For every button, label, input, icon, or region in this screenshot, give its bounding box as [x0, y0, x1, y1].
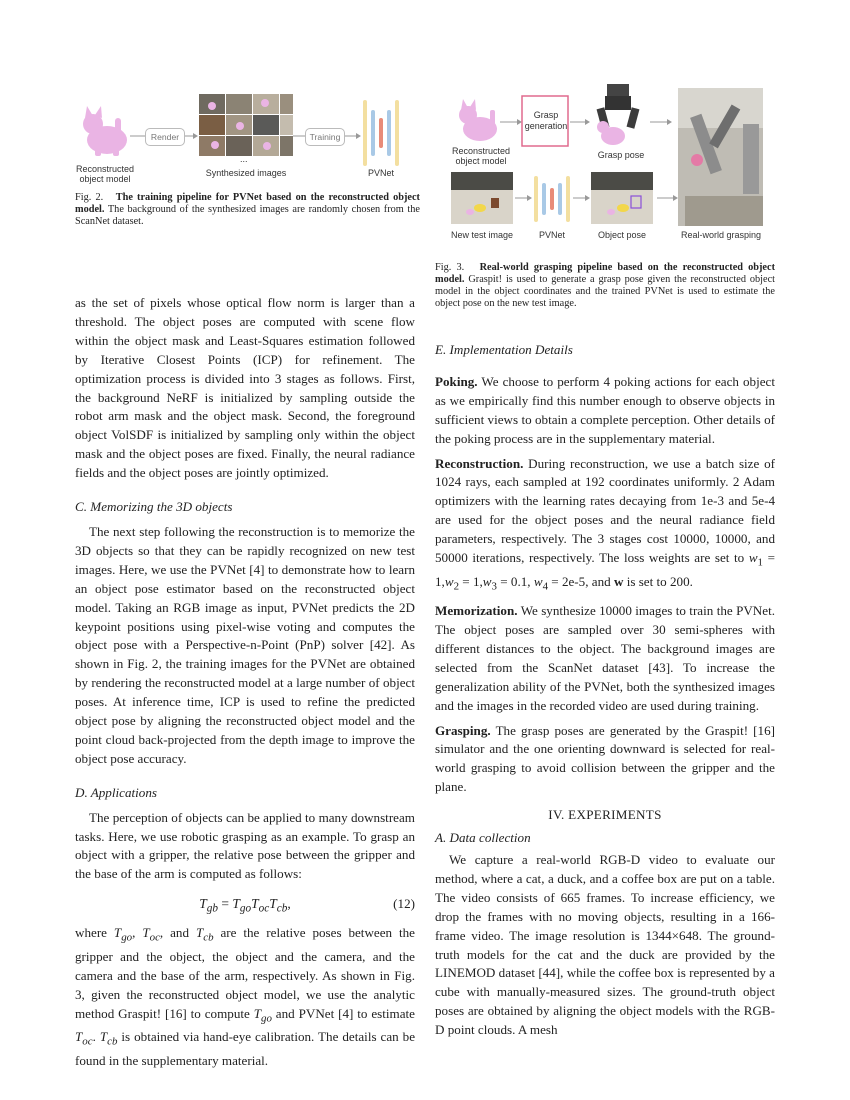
fig3-pvnet-label: PVNet — [538, 230, 565, 240]
fig3-caption-rest: Graspit! is used to generate a grasp pose given the reconstructed object model in the object coordinates and the trained PVNet is used to estimate the object pose on the new test image. — [435, 274, 775, 309]
fig3-caption-bold: Real-world grasping pipeline based on the reconstructed object model. — [435, 262, 776, 285]
right-column — [435, 341, 775, 1040]
fig3-real-world-grasping-label: Real-world grasping — [680, 230, 762, 240]
fig2-render-box: Render — [145, 128, 185, 146]
fig3-object-pose-label: Object pose — [597, 230, 647, 240]
equation-12 — [75, 892, 415, 918]
section-e-heading: E. Implementation Details — [435, 342, 573, 357]
fig3-caption-label: Fig. 3. — [435, 262, 465, 273]
figure-3 — [435, 84, 775, 244]
left-paragraph-2: The next step following the reconstruction is to memorize the 3D objects so that they can be rapidly recognized on new test images. Here, we use the PVNet [4] to demonstrate how to learn an object pose estimator based on the reconstructed object model. Taking an RGB image as input, PVNet predicts the 2D keypoint positions using pixel-wise voting and computes the object pose with a Perspective-n-Point (PnP) solver [42]. As shown in Fig. 2, the training images for the PVNet are obtained by rendering the reconstructed model at a large number of object poses. At inference time, ICP is used to refine the predicted object pose by aligning the reconstructed object model and the point cloud back-projected from the depth image to improve the object pose accuracy. — [75, 523, 415, 766]
p4-part-b: are the relative poses between the gripper and the object, the object and the camera, and the camera and the base of the arm, respectively. As shown in Fig. 3, given the reconstructed object model, we use the analytic method Graspit! [16] to compute — [75, 925, 415, 1021]
memorization-paragraph — [435, 602, 775, 715]
left-column — [75, 294, 415, 1070]
grasping-heading: Grasping. — [435, 722, 491, 738]
fig2-training-box: Training — [305, 128, 345, 146]
section-a-heading: A. Data collection — [435, 830, 531, 846]
reconstruction-text-end: is set to 200. — [626, 573, 693, 589]
poking-paragraph — [435, 373, 775, 449]
fig3-object-pose-image — [591, 172, 653, 224]
figure-2 — [75, 88, 420, 188]
fig3-pvnet-bars — [534, 176, 570, 222]
fig3-cat-model — [459, 99, 497, 141]
left-paragraph-4: where $T_{go}$, $T_{oc}$, and $T_{cb}$ are the relative poses between the gripper and the object, the object and the camera, and the camera and the base of the arm, respectively. As shown in Fig. 3, given the reconstructed object model, we use the analytic method Graspit! [16] to compute $T_{go}$ and PVNet [4] to estimate $T_{oc}$. $T_{cb}$ is obtained via hand-eye calibration. The details can be found in the supplementary material. — [75, 925, 416, 1068]
reconstruction-heading: Reconstruction. — [435, 455, 524, 471]
grasping-text: The grasp poses are generated by the Graspit! [16] simulator and the one orienting downward is selected for real-world grasping to avoid collision between the gripper and the plane. — [435, 722, 775, 795]
grasping-paragraph — [435, 722, 775, 798]
equation-body: $T_{gb} = T_{go}T_{oc}T_{cb}$, — [199, 896, 291, 915]
fig2-caption — [75, 192, 420, 228]
fig2-caption-bold: The training pipeline for PVNet based on the reconstructed object model. — [75, 192, 420, 215]
section-c-heading: C. Memorizing the 3D objects — [75, 499, 233, 515]
fig2-pvnet-bars — [363, 100, 399, 166]
left-paragraph-1: as the set of pixels whose optical flow norm is larger than a threshold. The object poses are computed with scene flow within the object mask and Least-Squares estimation followed by Iterative Closest Points (ICP) for refinement. The optimization process is divided into 3 stages as follows. First, the background NeRF is initialized by sampling outside the robot arm mask and the object mask. Second, the foreground object VolSDF is initialized by sampling only within the object mask and the object poses are fixed. Finally, the neural radiance fields and the object poses are jointly optimized. — [75, 295, 415, 481]
fig3-real-world-photo — [678, 88, 763, 226]
poking-heading: Poking. — [435, 373, 478, 389]
p4-part-c: and PVNet [4] to estimate — [275, 1005, 415, 1021]
fig2-synth-images — [199, 94, 293, 156]
fig3-new-test-image — [451, 172, 513, 224]
equation-number: (12) — [393, 896, 415, 912]
fig2-synthesized-label: Synthesized images — [205, 168, 287, 178]
fig2-pvnet-label: PVNet — [367, 168, 394, 178]
data-collection-paragraph — [435, 851, 775, 1040]
memorization-heading: Memorization. — [435, 603, 518, 619]
fig2-cat-model — [83, 106, 127, 156]
fig3-caption — [435, 262, 775, 310]
fig2-caption-label: Fig. 2. — [75, 192, 104, 203]
p4-part-a: where — [75, 925, 107, 941]
poking-text: We choose to perform 4 poking actions for each object as we empirically find this number enough to observe objects in sufficient views to obtain a complete perception. Other details of the poking process are in the supplementary material. — [435, 373, 775, 446]
image-resolution: 1344×648 — [645, 927, 699, 943]
section-d-heading: D. Applications — [75, 784, 157, 800]
fig2-reconstructed-label: Reconstructed object model — [75, 164, 135, 184]
fig3-grasp-pose-label: Grasp pose — [597, 150, 645, 160]
fig3-new-test-image-label: New test image — [450, 230, 514, 240]
data-collection-text-a: We capture a real-world RGB-D video to evaluate our method, where a cat, a duck, and a coffee box are put on a table. The video consists of 665 frames. To increase efficiency, we drop the frames with no moving objects, resulting in a 166-frame video. The image resolution is — [435, 851, 775, 943]
reconstruction-text: During reconstruction, we use a batch size of 1024 rays, each sampled at 192 coordinates uniformly. 2 Adam optimizers with the learning rates decaying from 1e-3 and 5e-4 are used for the object poses and the neural radiance field parameters, respectively. The 3 stages cost 10000, 10000, and 50000 iterations, respectively. The loss weights are set to — [435, 455, 775, 566]
reconstruction-paragraph: Reconstruction. During reconstruction, we use a batch size of 1024 rays, each sampled at 192 coordinates uniformly. 2 Adam optimizers with the learning rates decaying from 1e-3 and 5e-4 are used for the object poses and the neural radiance field parameters, respectively. The 3 stages cost 10000, 10000, and 50000 iterations, respectively. The loss weights are set to $w_1 = 1,w_2 = 1,w_3 = 0.1$, $w_4 = 2e-5$, and w is set to 200. — [435, 455, 775, 593]
left-paragraph-3: The perception of objects can be applied to many downstream tasks. Here, we use robotic grasping as an example. To grasp an object with a gripper, the relative pose between the gripper and the base of the arm is computed as follows: — [75, 809, 415, 882]
fig2-caption-rest: The background of the synthesized images are randomly chosen from the ScanNet dataset. — [75, 204, 420, 227]
fig3-reconstructed-label: Reconstructed object model — [451, 146, 511, 166]
fig3-grasp-generation-label: Grasp generation — [524, 110, 568, 131]
fig2-dots: ... — [240, 154, 248, 164]
memorization-text: We synthesize 10000 images to train the PVNet. The object poses are sampled over 30 semi-spheres with different distances to the object. The background images are selected from the ScanNet dataset [43]. To increase the generalization ability of the PVNet, both the synthesized images and the images in the recorded video are used during training. — [435, 603, 775, 713]
section-iv-heading: IV. EXPERIMENTS — [548, 807, 662, 823]
p4-part-d: is obtained via hand-eye calibration. The details can be found in the supplementary material. — [75, 1029, 416, 1068]
data-collection-text-b: . The ground-truth models for the cat and the duck are provided by the LINEMOD dataset [44], while the coffee box is represented by a cube with manually-measured sizes. The ground-truth object poses are obtained by aligning the object models with the RGB-D point clouds. A mesh — [435, 927, 775, 1038]
